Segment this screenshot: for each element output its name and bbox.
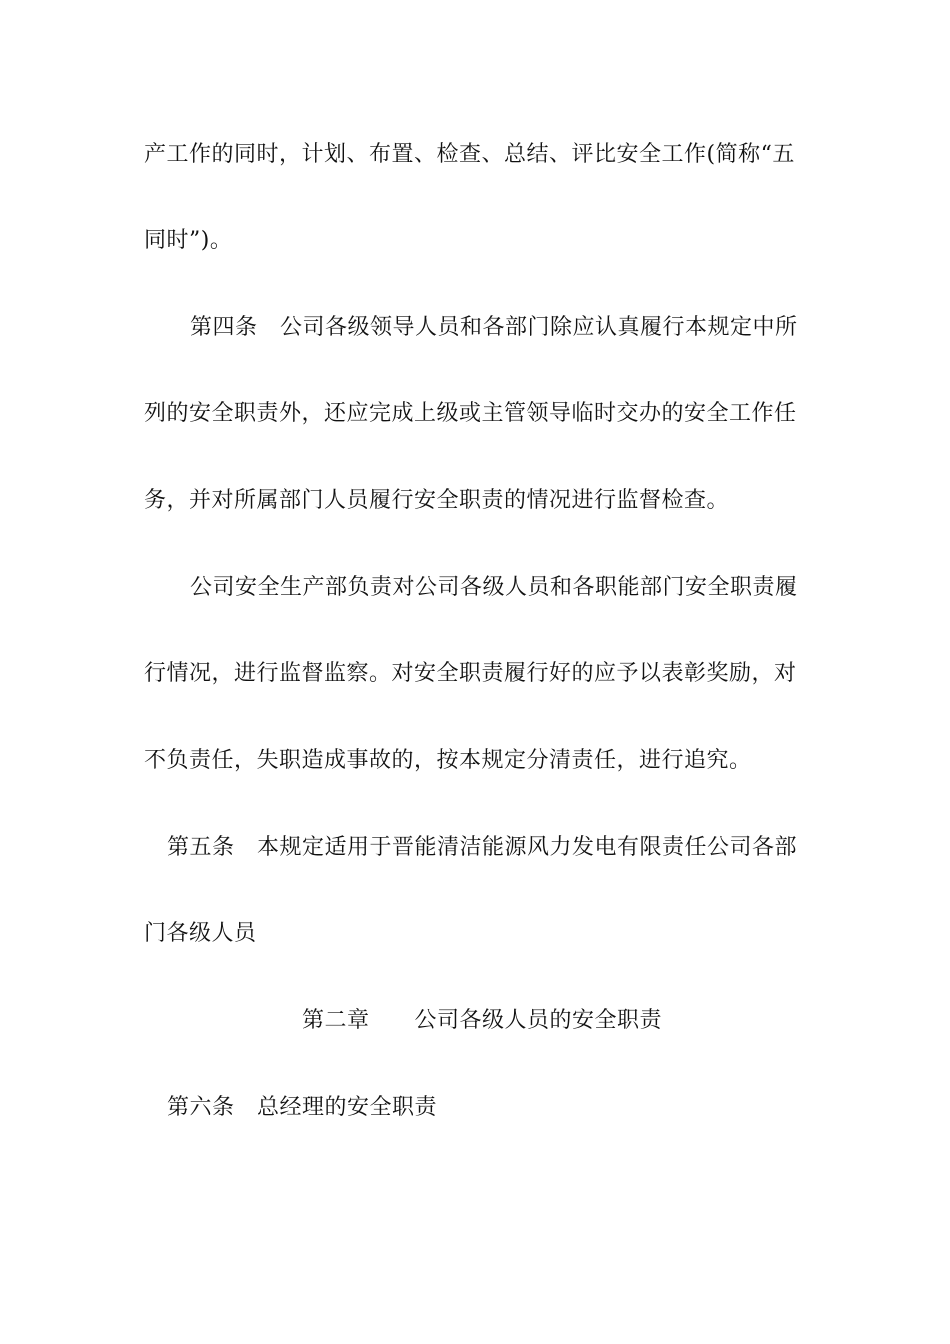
article-five-line: 第五条 本规定适用于晋能清洁能源风力发电有限责任公司各部 [167, 835, 798, 860]
paragraph-line: 行情况，进行监督监察。对安全职责履行好的应予以表彰奖励，对 [144, 661, 797, 686]
paragraph-line: 产工作的同时，计划、布置、检查、总结、评比安全工作(简称“五 [144, 142, 795, 167]
paragraph-line: 门各级人员 [144, 921, 257, 946]
paragraph-line: 不负责任，失职造成事故的，按本规定分清责任，进行追究。 [144, 748, 752, 773]
paragraph-line: 公司安全生产部负责对公司各级人员和各职能部门安全职责履 [190, 575, 798, 600]
article-six-heading: 第六条 总经理的安全职责 [167, 1095, 438, 1120]
paragraph-line: 务，并对所属部门人员履行安全职责的情况进行监督检查。 [144, 488, 730, 513]
paragraph-line: 同时”)。 [144, 228, 233, 253]
paragraph-line: 列的安全职责外，还应完成上级或主管领导临时交办的安全工作任 [144, 401, 797, 426]
article-four-line: 第四条 公司各级领导人员和各部门除应认真履行本规定中所 [190, 315, 798, 340]
chapter-heading: 第二章 公司各级人员的安全职责 [302, 1008, 663, 1033]
